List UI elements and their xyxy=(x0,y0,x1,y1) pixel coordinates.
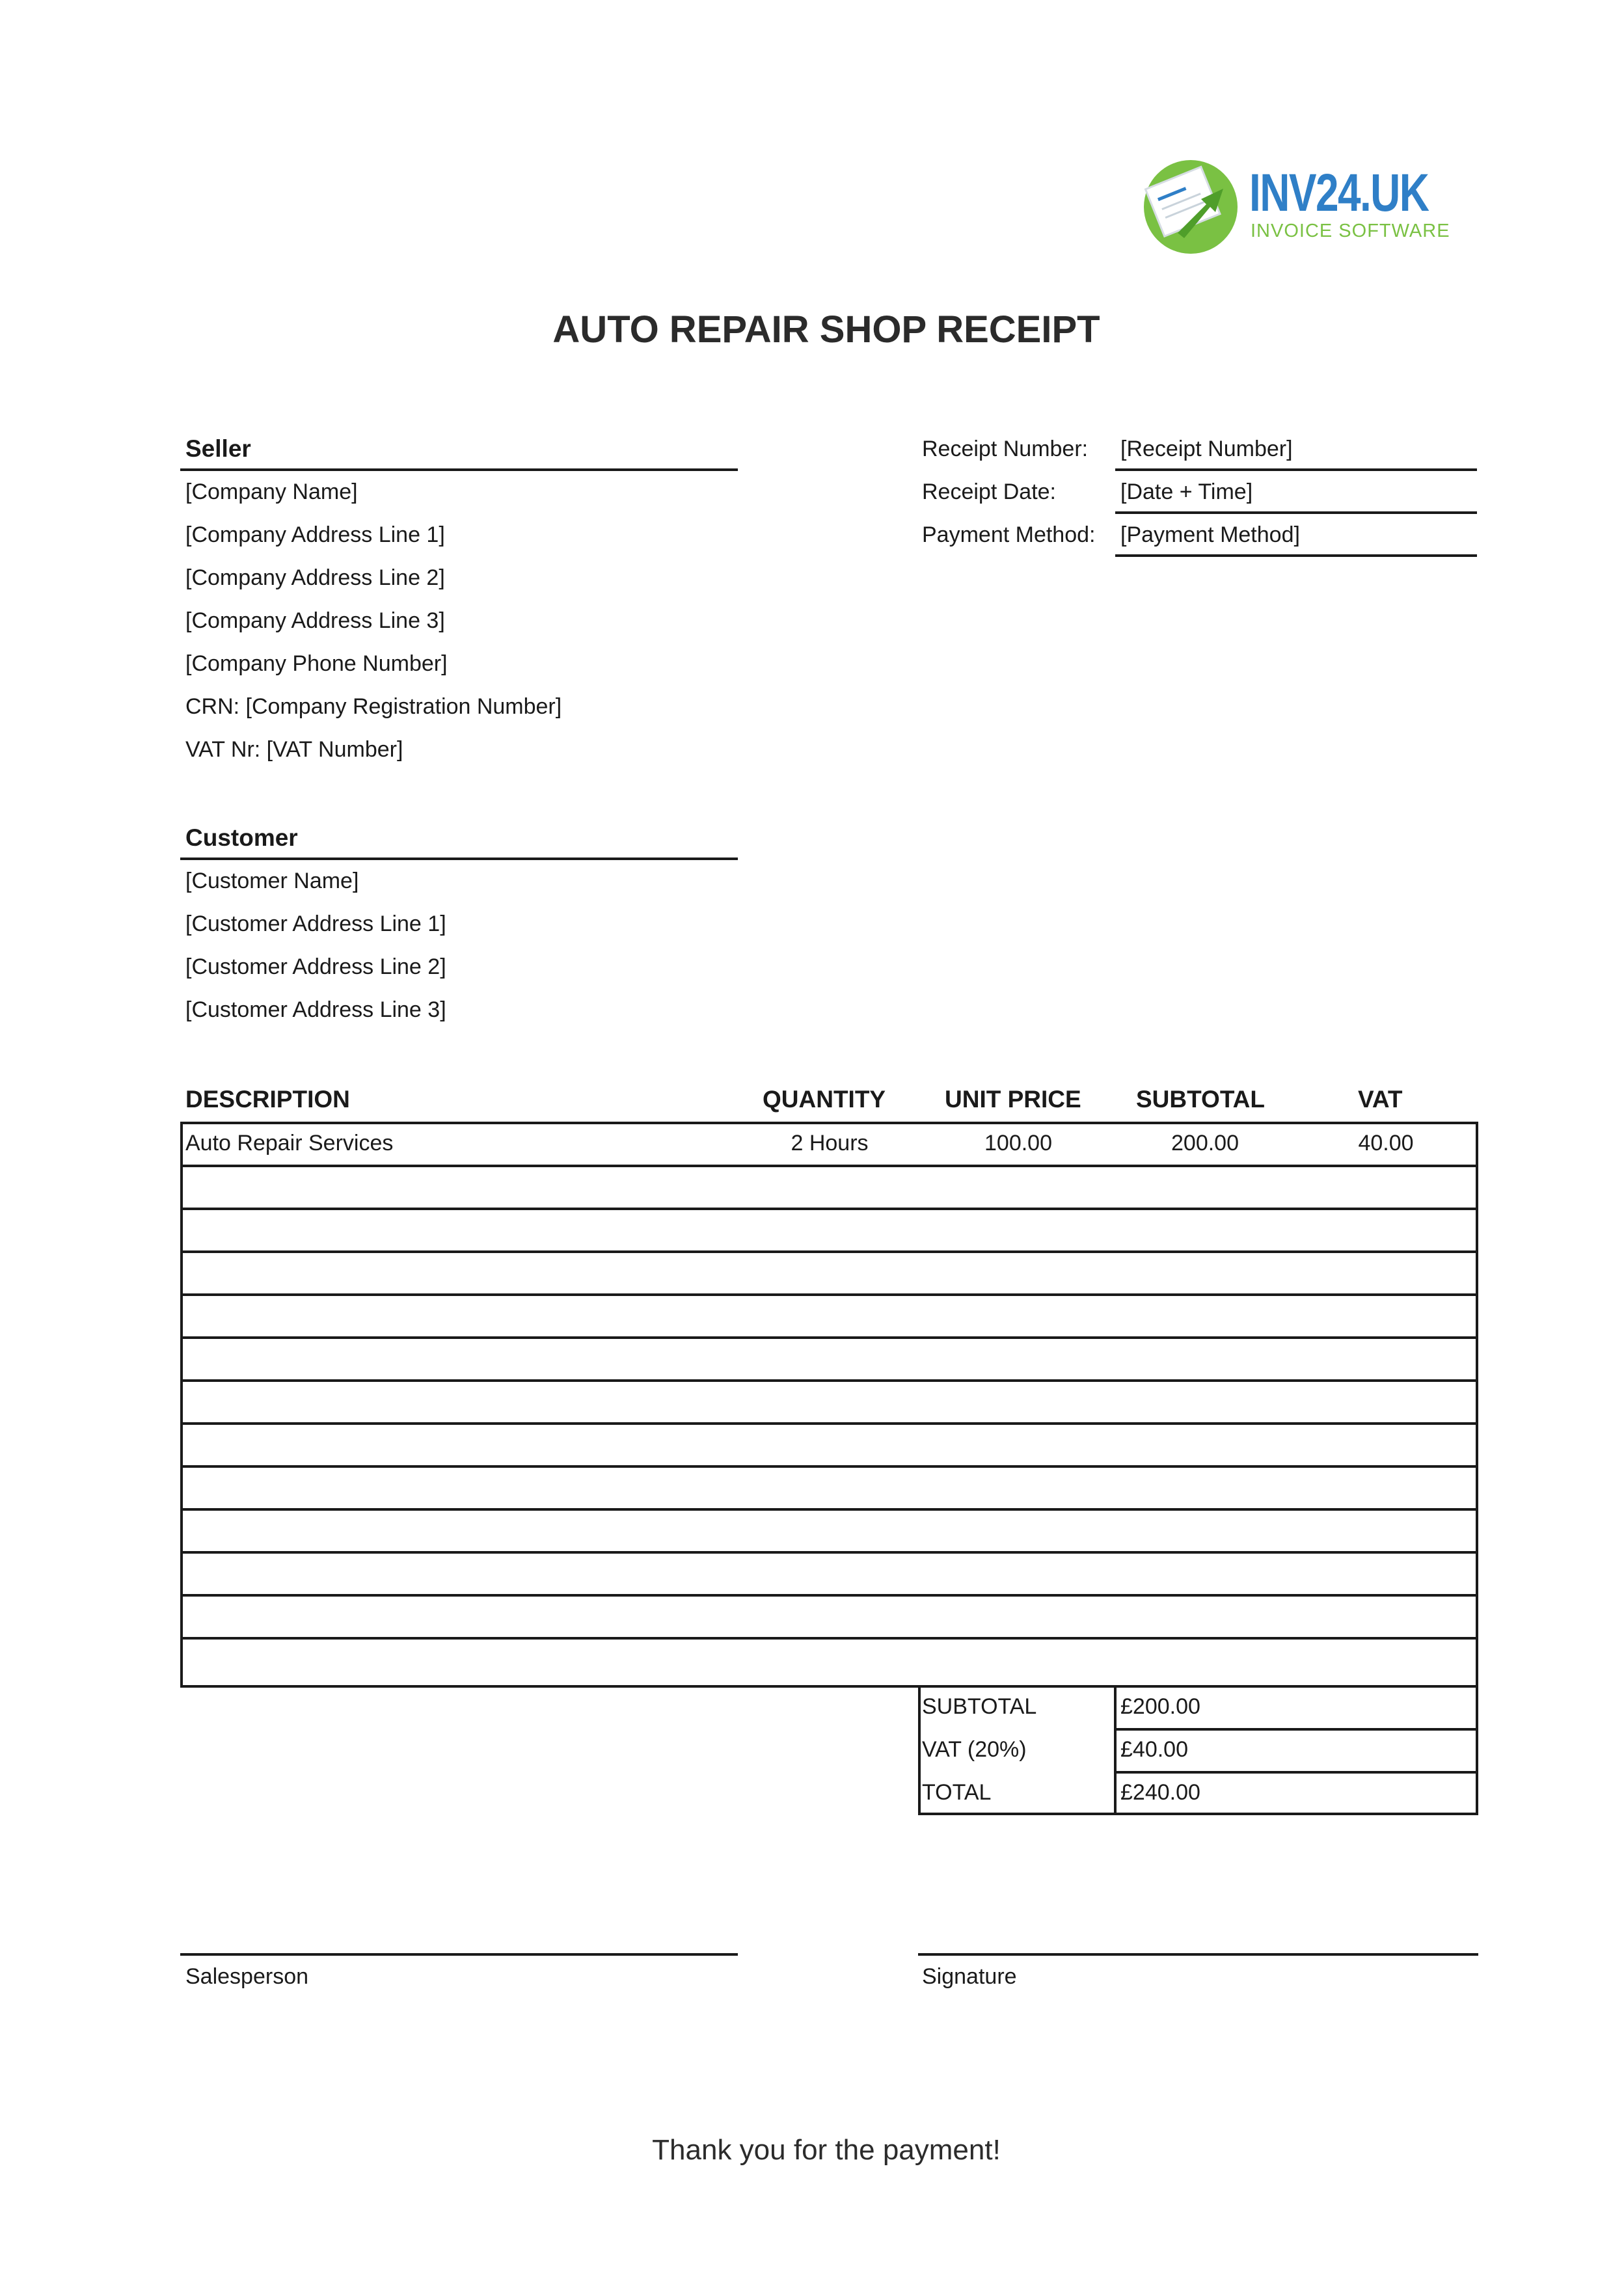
table-row-line xyxy=(180,1208,1478,1210)
brand-tagline: INVOICE SOFTWARE xyxy=(1251,221,1450,241)
receipt-number-value: [Receipt Number] xyxy=(1120,437,1293,461)
seller-phone: [Company Phone Number] xyxy=(185,651,448,676)
totals-border-right xyxy=(1476,1685,1478,1815)
salesperson-line xyxy=(180,1953,738,1956)
col-header-subtotal: SUBTOTAL xyxy=(1136,1086,1266,1113)
seller-address-line-3: [Company Address Line 3] xyxy=(185,608,445,633)
table-row-line xyxy=(180,1122,1478,1124)
customer-address-line-1: [Customer Address Line 1] xyxy=(185,912,446,936)
customer-divider xyxy=(180,858,738,860)
table-row-line xyxy=(180,1336,1478,1339)
item-quantity: 2 Hours xyxy=(791,1131,869,1155)
seller-address-line-2: [Company Address Line 2] xyxy=(185,565,445,590)
table-row-line xyxy=(180,1465,1478,1468)
receipt-number-underline xyxy=(1115,468,1477,471)
totals-row-line xyxy=(1114,1728,1478,1731)
customer-address-line-2: [Customer Address Line 2] xyxy=(185,954,446,979)
totals-divider xyxy=(1114,1685,1117,1815)
table-border-left xyxy=(180,1122,183,1688)
seller-heading: Seller xyxy=(185,435,251,462)
payment-method-value: [Payment Method] xyxy=(1120,522,1300,547)
totals-border-left xyxy=(918,1685,921,1815)
table-row-line xyxy=(180,1551,1478,1554)
col-header-vat: VAT xyxy=(1358,1086,1403,1113)
brand-name: INV24.UK xyxy=(1249,163,1429,223)
table-border-right xyxy=(1476,1122,1478,1688)
table-row-line xyxy=(180,1637,1478,1640)
totals-subtotal-value: £200.00 xyxy=(1120,1694,1200,1719)
item-subtotal: 200.00 xyxy=(1171,1131,1239,1155)
item-unit-price: 100.00 xyxy=(984,1131,1052,1155)
totals-total-label: TOTAL xyxy=(922,1780,992,1805)
totals-total-value: £240.00 xyxy=(1120,1780,1200,1805)
col-header-unit-price: UNIT PRICE xyxy=(945,1086,1081,1113)
receipt-date-label: Receipt Date: xyxy=(922,479,1056,504)
table-row-line xyxy=(180,1508,1478,1511)
col-header-description: DESCRIPTION xyxy=(185,1086,350,1113)
thank-you-message: Thank you for the payment! xyxy=(652,2134,1001,2166)
totals-bottom-line xyxy=(918,1813,1478,1815)
customer-name: [Customer Name] xyxy=(185,869,359,893)
seller-company-name: [Company Name] xyxy=(185,479,358,504)
signature-line xyxy=(918,1953,1478,1956)
items-table xyxy=(180,1122,1478,1688)
payment-method-underline xyxy=(1115,554,1477,557)
totals-row-line xyxy=(1114,1771,1478,1774)
receipt-date-value: [Date + Time] xyxy=(1120,479,1253,504)
brand-logo xyxy=(1139,150,1450,260)
seller-address-line-1: [Company Address Line 1] xyxy=(185,522,445,547)
table-row-line xyxy=(180,1165,1478,1167)
item-description: Auto Repair Services xyxy=(185,1131,394,1155)
table-row-line xyxy=(180,1250,1478,1253)
totals-vat-label: VAT (20%) xyxy=(922,1737,1027,1762)
seller-crn: CRN: [Company Registration Number] xyxy=(185,694,562,719)
table-row-line xyxy=(180,1293,1478,1296)
seller-vat-number: VAT Nr: [VAT Number] xyxy=(185,737,403,762)
customer-heading: Customer xyxy=(185,824,298,851)
table-row-line xyxy=(180,1422,1478,1425)
receipt-date-underline xyxy=(1115,511,1477,514)
salesperson-label: Salesperson xyxy=(185,1964,309,1989)
table-row-line xyxy=(180,1379,1478,1382)
seller-divider xyxy=(180,468,738,471)
table-row-line xyxy=(180,1685,1478,1688)
customer-address-line-3: [Customer Address Line 3] xyxy=(185,997,446,1022)
item-vat: 40.00 xyxy=(1358,1131,1414,1155)
col-header-quantity: QUANTITY xyxy=(763,1086,886,1113)
totals-subtotal-label: SUBTOTAL xyxy=(922,1694,1037,1719)
table-row-line xyxy=(180,1594,1478,1597)
receipt-number-label: Receipt Number: xyxy=(922,437,1089,461)
payment-method-label: Payment Method: xyxy=(922,522,1096,547)
page-title: AUTO REPAIR SHOP RECEIPT xyxy=(552,308,1100,351)
signature-label: Signature xyxy=(922,1964,1017,1989)
totals-vat-value: £40.00 xyxy=(1120,1737,1188,1762)
logo-emblem-icon xyxy=(1139,150,1249,260)
